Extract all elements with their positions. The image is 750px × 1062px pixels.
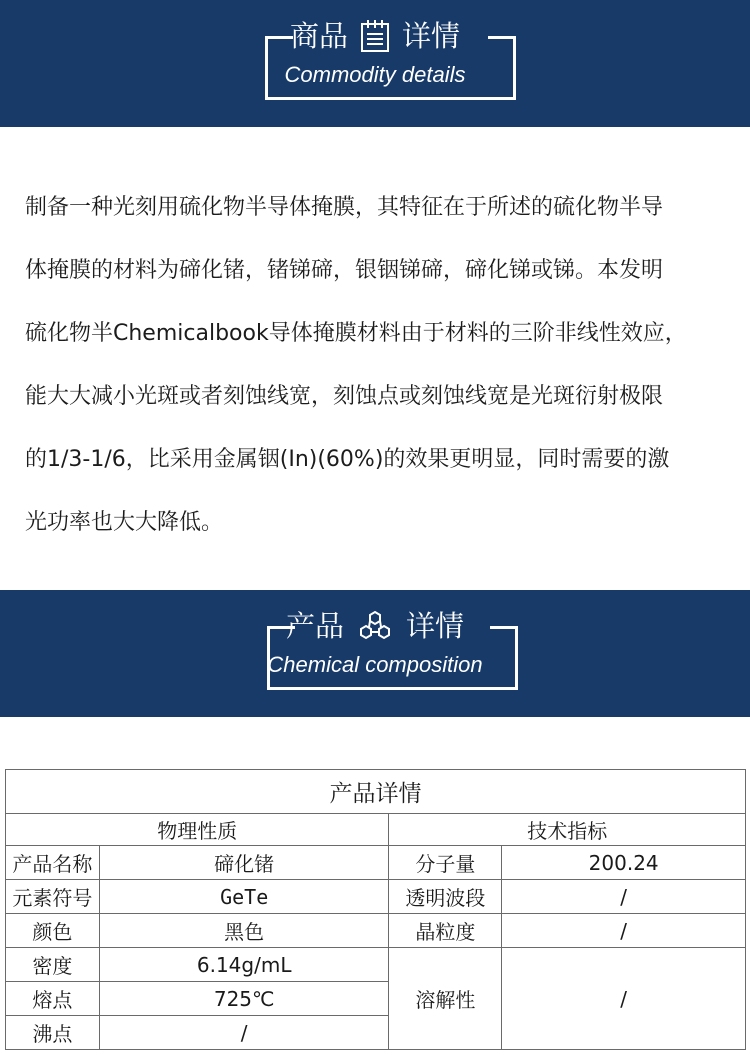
description-line: 制备一种光刻用硫化物半导体掩膜，其特征在于所述的硫化物半导 (25, 195, 664, 220)
section-subtitle: Chemical composition (267, 652, 483, 677)
title-left: 产品 (285, 609, 344, 643)
header-technical-specs: 技术指标 (389, 814, 746, 846)
chemical-composition-banner (0, 590, 750, 717)
product-spec-table (5, 769, 746, 1050)
row-value: 725℃ (99, 982, 389, 1016)
table-row (6, 948, 746, 982)
section-title (0, 609, 750, 643)
notepad-icon (360, 19, 390, 53)
row-value: 黑色 (99, 914, 389, 948)
row-label: 透明波段 (389, 880, 502, 914)
row-label: 晶粒度 (389, 914, 502, 948)
row-label: 元素符号 (6, 880, 100, 914)
description-line: 能大大减小光斑或者刻蚀线宽，刻蚀点或刻蚀线宽是光斑衍射极限 (25, 384, 664, 409)
row-value: 碲化锗 (99, 846, 389, 880)
row-label: 产品名称 (6, 846, 100, 880)
row-label: 熔点 (6, 982, 100, 1016)
section-title (0, 19, 750, 53)
row-value: GeTe (99, 880, 389, 914)
title-right: 详情 (402, 19, 461, 53)
header-physical-properties: 物理性质 (6, 814, 389, 846)
row-label: 分子量 (389, 846, 502, 880)
row-value: 6.14g/mL (99, 948, 389, 982)
row-value: 200.24 (502, 846, 746, 880)
row-value: / (502, 880, 746, 914)
row-label: 颜色 (6, 914, 100, 948)
row-value: / (502, 914, 746, 948)
product-description (25, 176, 725, 554)
title-left: 商品 (289, 19, 348, 53)
table-title: 产品详情 (6, 770, 746, 814)
description-line: 硫化物半Chemicalbook导体掩膜材料由于材料的三阶非线性效应， (25, 321, 687, 346)
row-value-solubility: / (502, 948, 746, 1050)
row-label: 密度 (6, 948, 100, 982)
table-row (6, 846, 746, 880)
row-label-solubility: 溶解性 (389, 948, 502, 1050)
description-line: 光功率也大大降低。 (25, 510, 224, 535)
commodity-details-banner (0, 0, 750, 127)
description-line: 的1/3-1/6，比采用金属铟(In)(60%)的效果更明显，同时需要的激 (25, 447, 670, 472)
table-row (6, 914, 746, 948)
row-value: / (99, 1016, 389, 1050)
section-subtitle: Commodity details (284, 62, 466, 87)
table-row (6, 880, 746, 914)
row-label: 沸点 (6, 1016, 100, 1050)
description-line: 体掩膜的材料为碲化锗，锗锑碲，银铟锑碲，碲化锑或锑。本发明 (25, 258, 664, 283)
molecule-icon (356, 609, 394, 643)
title-right: 详情 (406, 609, 465, 643)
